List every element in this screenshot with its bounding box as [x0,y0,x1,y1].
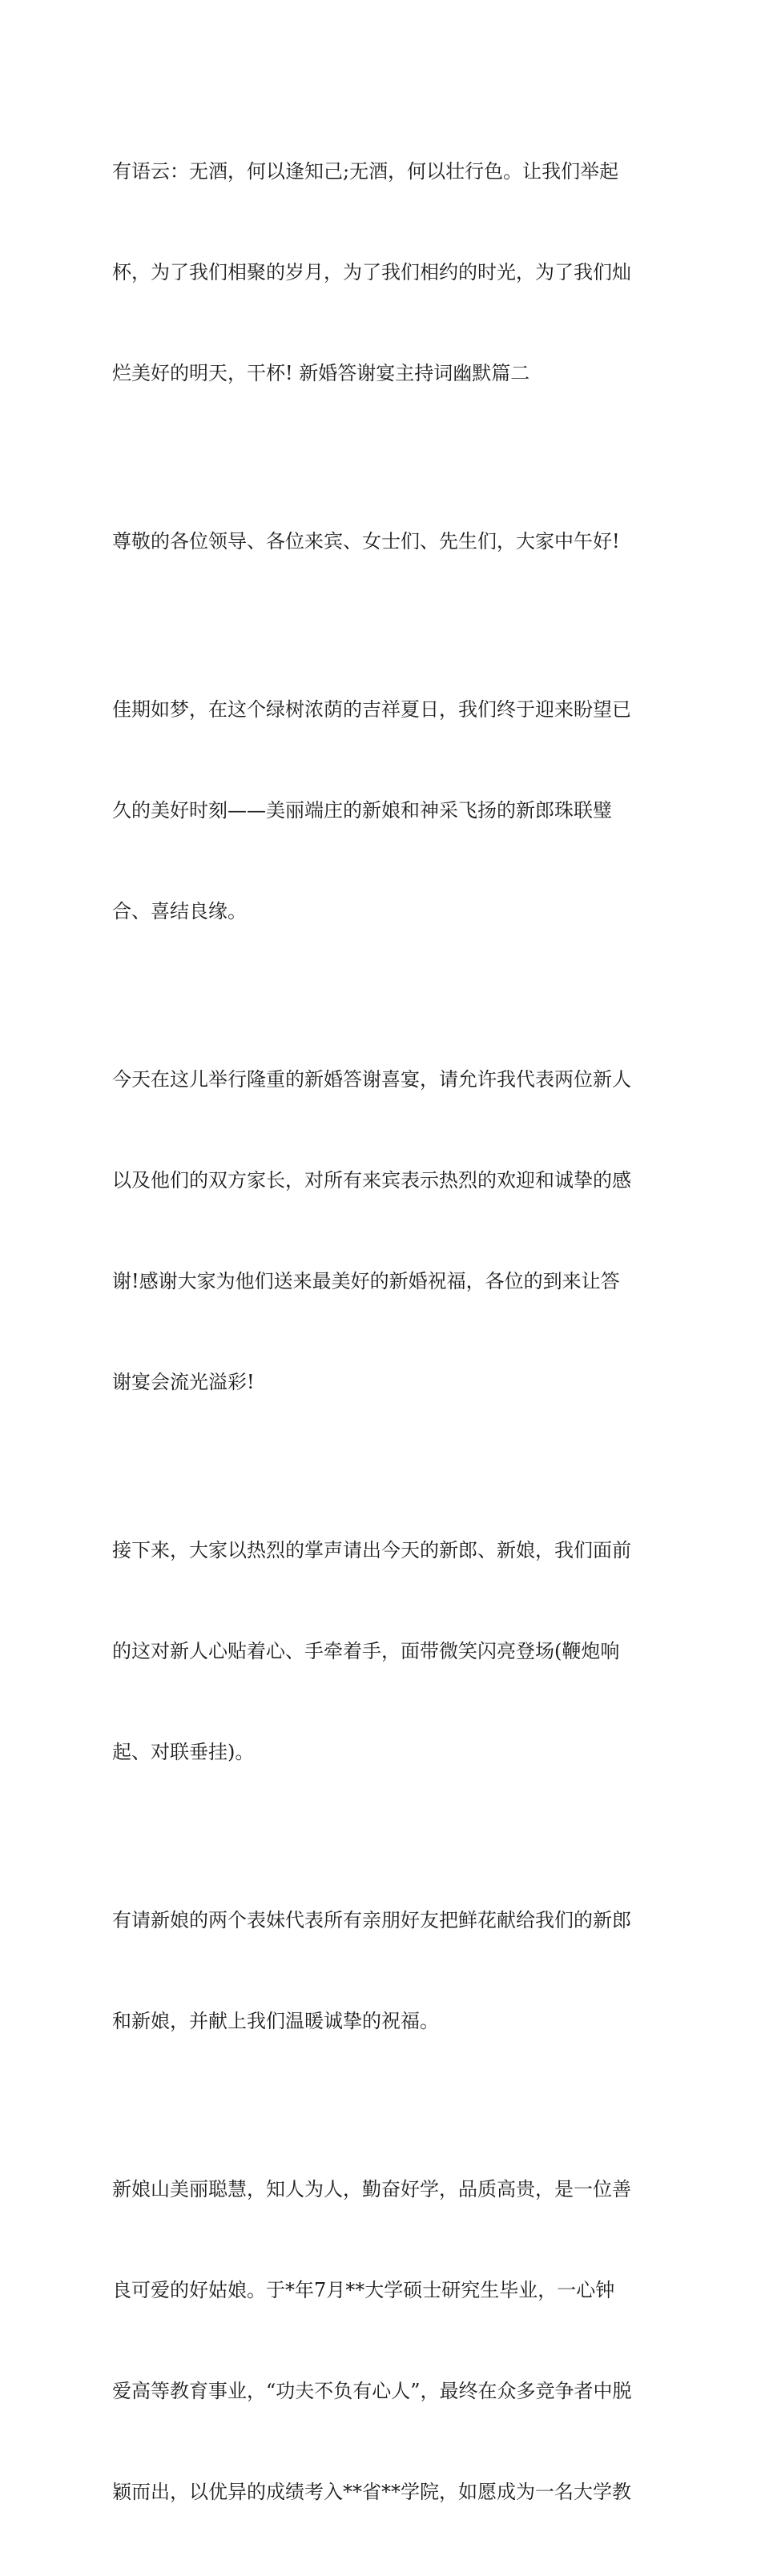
text-line: 谢!感谢大家为他们送来最美好的新婚祝福，各位的到来让答 [112,1270,620,1292]
text-line: 的这对新人心贴着心、手牵着手，面带微笑闪亮登场(鞭炮响 [112,1640,620,1662]
text-line: 良可爱的好姑娘。于*年7月**大学硕士研究生毕业，一心钟 [112,2279,615,2301]
text-line: 颖而出，以优异的成绩考入**省**学院，如愿成为一名大学教 [112,2481,631,2503]
text-line: 有请新娘的两个表妹代表所有亲朋好友把鲜花献给我们的新郎 [112,1909,631,1931]
text-line: 谢宴会流光溢彩! [112,1371,255,1393]
text-line: 杯，为了我们相聚的岁月，为了我们相约的时光，为了我们灿 [112,261,631,283]
paragraph-toast [112,87,653,457]
text-line: 久的美好时刻——美丽端庄的新娘和神采飞扬的新郎珠联璧 [112,799,612,822]
paragraph-opening [112,625,653,995]
text-line: 爱高等教育事业，“功夫不负有心人”，最终在众多竞争者中脱 [112,2380,632,2402]
text-line: 烂美好的明天，干杯! 新婚答谢宴主持词幽默篇二 [112,362,530,384]
paragraph-thanks [112,995,653,1466]
paragraph-greeting [112,457,653,625]
paragraph-bride-intro [112,2105,653,2576]
text-line: 新娘山美丽聪慧，知人为人，勤奋好学，品质高贵，是一位善 [112,2178,631,2200]
text-line: 佳期如梦，在这个绿树浓荫的吉祥夏日，我们终于迎来盼望已 [112,698,631,721]
text-line: 接下来，大家以热烈的掌声请出今天的新郎、新娘，我们面前 [112,1539,631,1561]
text-line: 今天在这儿举行隆重的新婚答谢喜宴，请允许我代表两位新人 [112,1068,631,1091]
text-line: 和新娘，并献上我们温暖诚挚的祝福。 [112,2010,439,2032]
text-line: 以及他们的双方家长，对所有来宾表示热烈的欢迎和诚挚的感 [112,1169,631,1192]
text-line: 合、喜结良缘。 [112,900,247,922]
text-line: 有语云：无酒，何以逢知己;无酒，何以壮行色。让我们举起 [112,160,619,183]
paragraph-entrance [112,1466,653,1836]
text-line: 起、对联垂挂)。 [112,1741,255,1763]
document-body [112,87,653,2576]
paragraph-flowers [112,1836,653,2105]
text-line: 尊敬的各位领导、各位来宾、女士们、先生们，大家中午好! [112,530,620,553]
